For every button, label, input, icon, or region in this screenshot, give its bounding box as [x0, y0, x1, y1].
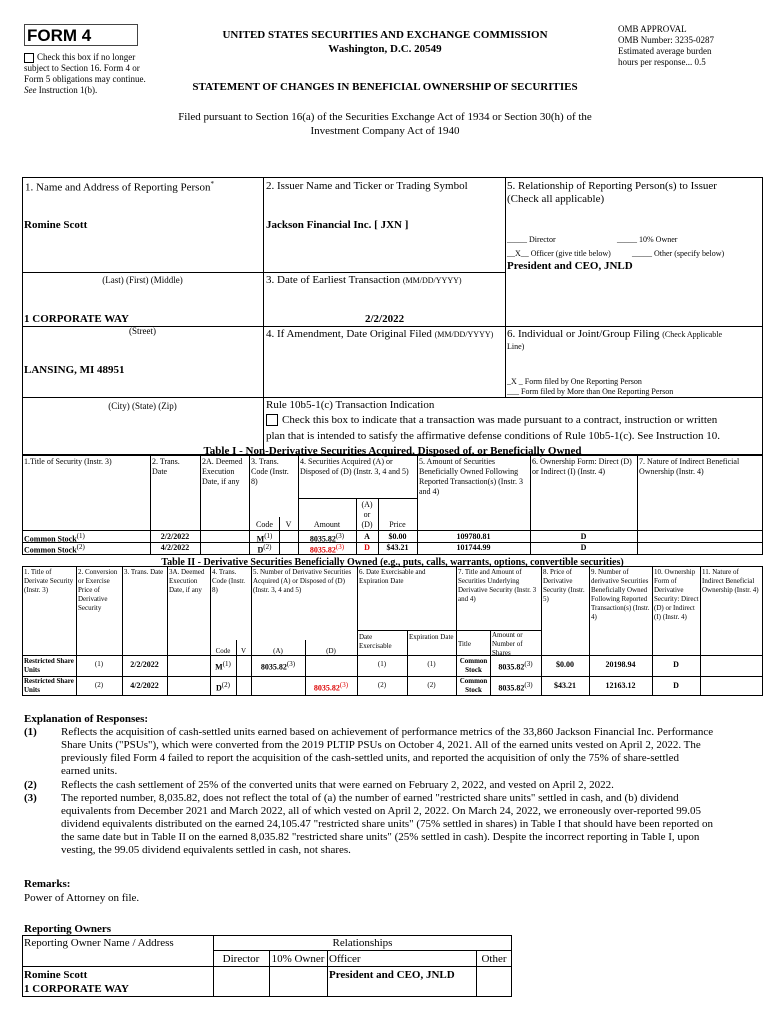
t1-r2-amount-sup: (3) — [335, 543, 345, 551]
table1-title: Table I - Non-Derivative Securities Acquired, Disposed of, or Beneficially Owned — [203, 445, 582, 457]
t2-row-2-utitle: Common Stock — [459, 677, 488, 694]
owners-v3 — [327, 950, 328, 997]
t2-h1 — [22, 655, 763, 656]
t1-r1-code-text: M — [256, 534, 265, 544]
t1-h3 — [298, 498, 417, 499]
t2-sub-exer: Date Exercisable — [359, 633, 392, 650]
reporting-person-name: Romine Scott — [24, 219, 88, 231]
rule10b-text-1-content: Check this box to indicate that a transaction was made pursuant to a contract, instruction or written — [282, 414, 718, 426]
owners-h2 — [22, 966, 512, 967]
section4-label — [266, 328, 493, 341]
t2-r2-uamt-sup: (3) — [524, 681, 533, 689]
divider-col-2 — [505, 177, 506, 397]
section6-label-small: (Check Applicable — [662, 330, 722, 339]
t2-row-2-date: 4/2/2022 — [130, 681, 159, 690]
t2-row-2-code — [210, 681, 236, 694]
t2-row-2-conv: (2) — [94, 681, 104, 689]
t2-r1-code-text: M — [215, 662, 223, 672]
t2-row-2-uamt — [490, 681, 541, 694]
omb-burden-2: hours per response... 0.5 — [618, 57, 706, 67]
t2-row-2-title: Restricted Share Units — [24, 677, 74, 694]
t2-h4-label: 4. Trans. Code (Instr. 8) — [212, 568, 246, 594]
form-label: FORM 4 — [27, 26, 92, 45]
ten-percent-option[interactable]: _____ 10% Owner — [617, 235, 678, 244]
divider-rule10b — [263, 397, 763, 398]
t2-r2-code-text: D — [216, 683, 222, 693]
section16-checkbox-label: Check this box if no longer subject to Section 16. Form 4 or Form 5 obligations may continue. — [24, 52, 146, 84]
filing-option-one[interactable]: _X _ Form filed by One Reporting Person — [507, 377, 642, 386]
t2-row-1-form: D — [673, 660, 679, 669]
t1-row-2-code — [250, 543, 279, 556]
section3-label-text: 3. Date of Earliest Transaction — [266, 274, 401, 286]
divider-sec3 — [263, 272, 505, 273]
explanation-num-3: (3) — [24, 792, 37, 804]
t1-h5-label: 5. Amount of Securities Beneficially Owned Following Reported Transaction(s) (Instr. 3 and 4) — [419, 457, 523, 496]
t2-row-2-exp: (2) — [427, 681, 436, 689]
agency-city: Washington, D.C. 20549 — [328, 43, 442, 55]
owners-title: Reporting Owners — [24, 923, 112, 935]
t1-h6-label: 6. Ownership Form: Direct (D) or Indirect (I) (Instr. 4) — [532, 457, 632, 476]
city-caption: (City) (State) (Zip) — [108, 401, 177, 411]
t2-row-1-code — [210, 660, 236, 673]
t2-sub-d: (D) — [326, 647, 336, 655]
t2-h6-label: 6. Date Exercisable and Expiration Date — [359, 568, 426, 585]
explanation-1-line-2: Share Units ("PSUs"), which were converted from the 2019 PLTIP PSUs on October 4, 2021. All of the earned units vested on April 2, 2022. The — [61, 739, 701, 751]
t1-row-2-title — [24, 543, 85, 556]
t1-row-1-form: D — [580, 532, 587, 541]
t2-h5-label: 5. Number of Derivative Securities Acquired (A) or Disposed of (D) (Instr. 3, 4 and 5) — [253, 568, 352, 594]
statement-title: STATEMENT OF CHANGES IN BENEFICIAL OWNERSHIP OF SECURITIES — [192, 81, 578, 93]
explanation-1-line-3: previously filed Form 4 failed to report the acquisition of the cash-settled units, and reported the acquisition of only the 75% of share-settled — [61, 752, 679, 764]
section3-label — [266, 274, 462, 287]
remarks-text: Power of Attorney on file. — [24, 892, 140, 904]
t1-h2-label: 2. Trans. Date — [152, 457, 180, 476]
t1-sub-aord: (A) or (D) — [361, 500, 373, 529]
section3-label-format: (MM/DD/YYYY) — [402, 276, 462, 285]
t2-row-1-title: Restricted Share Units — [24, 657, 74, 674]
t1-h2a-label: 2A. Deemed Execution Date, if any — [202, 457, 243, 486]
t1-row-2-aord: D — [364, 543, 370, 552]
t2-h3-label: 3. Trans. Date — [124, 568, 164, 576]
t2-h1-label: 1. Title of Derivate Security (Instr. 3) — [24, 568, 74, 594]
t2-r1-a-sup: (3) — [286, 660, 296, 668]
t2-r1-code-sup: (1) — [222, 660, 231, 668]
t1-row-2-price: $43.21 — [386, 543, 409, 552]
t2-row-1-uamt — [490, 660, 541, 673]
t2-row-1-a — [251, 660, 305, 673]
t1-row-2-form: D — [580, 543, 587, 552]
t2-h7-label: 7. Title and Amount of Securities Underlying Derivative Security (Instr. 3 and 4) — [458, 568, 537, 603]
t2-row-1-owned: 20198.94 — [605, 660, 636, 669]
street-caption: (Street) — [129, 326, 156, 336]
section6-label — [507, 328, 761, 341]
section2-label: 2. Issuer Name and Ticker or Trading Symbol — [266, 180, 468, 192]
owners-col-other: Other — [481, 953, 507, 965]
t2-h2 — [22, 676, 763, 677]
t1-sub-v: V — [285, 520, 292, 529]
t2-sub-amt: Amount or Number of Shares — [492, 631, 523, 657]
issuer-name: Jackson Financial Inc. [ JXN ] — [266, 219, 409, 231]
t2-sub-title: Title — [458, 640, 471, 648]
t1-r2-title-text: Common Stock — [24, 545, 77, 555]
other-option[interactable]: _____ Other (specify below) — [632, 249, 725, 258]
t2-h10-label: 10. Ownership Form of Derivative Security: Direct (D) or Indirect (I) (Instr. 4) — [654, 568, 699, 621]
t1-row-1-price: $0.00 — [388, 532, 407, 541]
rule10b-text-2: plan that is intended to satisfy the affirmative defense conditions of Rule 10b5-1(c). See Instruction 10. — [266, 430, 721, 442]
t1-row-1-owned: 109780.81 — [456, 532, 491, 541]
owners-col-name: Reporting Owner Name / Address — [24, 937, 174, 949]
owners-col-ten: 10% Owner — [271, 953, 325, 965]
section1-label — [25, 180, 214, 195]
explanation-3-line-5: vesting, the 99.05 dividend equivalents settled in cash, not shares. — [61, 844, 351, 856]
name-caption: (Last) (First) (Middle) — [102, 275, 183, 285]
omb-title: OMB APPROVAL — [618, 24, 687, 34]
omb-block — [618, 24, 758, 68]
t1-row-2-owned: 101744.99 — [456, 543, 491, 552]
t1-r2-title-sup: (2) — [76, 543, 85, 551]
divider-city — [22, 397, 263, 398]
divider-sec4 — [263, 326, 763, 327]
filed-pursuant-line-1: Filed pursuant to Section 16(a) of the Securities Exchange Act of 1934 or Section 30(h) of the — [178, 111, 592, 123]
section5-label: 5. Relationship of Reporting Person(s) to Issuer — [507, 180, 717, 192]
t2-r2-code-sup: (2) — [221, 681, 230, 689]
t2-h3a-label: 3A. Deemed Execution Date, if any — [169, 568, 205, 594]
t1-v2 — [200, 455, 201, 555]
section16-checkbox[interactable] — [24, 53, 34, 63]
section1-label-sup: * — [210, 180, 214, 188]
owner-address: 1 CORPORATE WAY — [24, 983, 129, 995]
t1-row-2-date: 4/2/2022 — [160, 543, 190, 552]
t1-sub-price: Price — [389, 520, 406, 529]
section6-label-text: 6. Individual or Joint/Group Filing — [507, 328, 660, 340]
owners-h1 — [213, 950, 512, 951]
t2-r2-d-sup: (3) — [339, 681, 349, 689]
instruction-text: Instruction 1(b). — [38, 85, 98, 95]
rule10b-label: Rule 10b5-1(c) Transaction Indication — [266, 399, 435, 411]
t2-sub-code: Code — [215, 647, 231, 655]
rule10b-checkbox[interactable] — [266, 414, 278, 426]
t1-h1 — [22, 530, 763, 531]
t2-sub-a: (A) — [273, 647, 283, 655]
omb-number: OMB Number: 3235-0287 — [618, 35, 714, 45]
see-text: See — [24, 85, 37, 95]
filed-pursuant-line-2: Investment Company Act of 1940 — [310, 125, 460, 137]
t2-h2-label: 2. Conversion or Exercise Price of Derivative Security — [78, 568, 118, 612]
owner-officer-value: President and CEO, JNLD — [329, 969, 455, 981]
section16-checkbox-block — [24, 52, 154, 96]
t2-row-2-d — [305, 681, 357, 694]
t2-row-1-exer: (1) — [377, 660, 387, 668]
t1-v10 — [637, 455, 638, 555]
section4-label-text: 4. If Amendment, Date Original Filed — [266, 328, 432, 340]
t2-h9-label: 9. Number of derivative Securities Beneficially Owned Following Reported Transaction(s) (Instr. 4) — [591, 568, 650, 621]
director-option[interactable]: _____ Director — [507, 235, 556, 244]
explanation-3-line-1: The reported number, 8,035.82, does not reflect the total of (a) the number of earned "restricted share units" settled in cash, and (b) dividend — [61, 792, 679, 804]
t2-h11-label: 11. Nature of Indirect Beneficial Ownership (Instr. 4) — [702, 568, 759, 594]
omb-burden-1: Estimated average burden — [618, 46, 712, 56]
officer-option[interactable]: __X__ Officer (give title below) — [507, 249, 611, 258]
t1-h4-label: 4. Securities Acquired (A) or Disposed of (D) (Instr. 3, 4 and 5) — [300, 457, 409, 476]
divider-name — [22, 272, 263, 273]
t2-r1-uamt-sup: (3) — [524, 660, 533, 668]
owner-name: Romine Scott — [24, 969, 88, 981]
explanation-3-line-4: the same date but in Table II on the earned 8,035.82 "restricted share units" (25% settled in cash). Despite the incorrect reporting in Table I, upon — [61, 831, 700, 843]
explanation-num-2: (2) — [24, 779, 37, 791]
t2-h8-label: 8. Price of Derivative Security (Instr. 5) — [543, 568, 585, 603]
t2-sub-exp: Expiration Date — [409, 633, 454, 641]
t2-row-2-exer: (2) — [377, 681, 387, 689]
explanation-3-line-2: equivalents from December 2021 and March 2022, all of which vested on April 2, 2022. On March 24, 2022, we erroneously over-reported 99.05 — [61, 805, 702, 817]
t2-sub-v: V — [240, 647, 247, 655]
t2-row-1-exp: (1) — [427, 660, 436, 668]
owners-col-director: Director — [222, 953, 260, 965]
explanation-title: Explanation of Responses: — [24, 713, 149, 725]
t2-r1-a-text: 8035.82 — [260, 662, 287, 672]
t1-r2-code-text: D — [257, 545, 264, 555]
reporting-person-street: 1 CORPORATE WAY — [24, 313, 129, 325]
t1-row-1-date: 2/2/2022 — [160, 532, 190, 541]
t1-row-2-amount — [298, 543, 356, 556]
t1-sub-amount: Amount — [313, 520, 341, 529]
explanation-1-line-1: Reflects the acquisition of cash-settled units earned based on achievement of performance metrics of the 33,860 Jackson Financial Inc. Performance — [61, 726, 714, 738]
rule10b-text-1 — [266, 414, 717, 427]
remarks-title: Remarks: — [24, 878, 71, 890]
t2-r1-uamt-text: 8035.82 — [498, 662, 525, 672]
reporting-person-city: LANSING, MI 48951 — [24, 364, 125, 376]
t2-row-1-date: 2/2/2022 — [130, 660, 159, 669]
filing-option-multiple[interactable]: ___ Form filed by More than One Reporting Person — [507, 387, 674, 396]
t2-r2-uamt-text: 8035.82 — [498, 683, 525, 693]
t1-h1-label: 1.Title of Security (Instr. 3) — [24, 457, 112, 466]
divider-col-1 — [263, 177, 264, 455]
t1-r2-amount-text: 8035.82 — [309, 545, 336, 555]
t2-row-1-conv: (1) — [94, 660, 104, 668]
t2-row-2-price: $43.21 — [554, 681, 576, 690]
form-label-box — [24, 24, 138, 46]
explanation-2-line-1: Reflects the cash settlement of 25% of the converted units that were earned on February 2, 2022, and vested on April 2, 2022. — [61, 779, 614, 791]
agency-title: UNITED STATES SECURITIES AND EXCHANGE COMMISSION — [222, 29, 548, 41]
t1-r1-title-sup: (1) — [76, 532, 85, 540]
section1-label-text: 1. Name and Address of Reporting Person — [25, 181, 211, 194]
t2-row-1-price: $0.00 — [556, 660, 574, 669]
explanation-1-line-4: earned units. — [61, 765, 118, 777]
t1-r2-code-sup: (2) — [263, 543, 272, 551]
t1-h7-label: 7. Nature of Indirect Beneficial Ownership (Instr. 4) — [639, 457, 740, 476]
t1-row-1-aord: A — [364, 532, 370, 541]
t1-h3-label: 3. Trans. Code (Instr. 8) — [251, 457, 289, 486]
table2-title: Table II - Derivative Securities Beneficially Owned (e.g., puts, calls, warrants, options, convertible securities) — [161, 557, 624, 568]
t1-r1-amount-text: 8035.82 — [309, 534, 336, 544]
section6-label-line: Line) — [507, 342, 525, 351]
t2-row-2-owned: 12163.12 — [605, 681, 636, 690]
t2-r2-d-text: 8035.82 — [313, 683, 340, 693]
owners-col-officer: Officer — [329, 953, 361, 965]
owners-col-relationships: Relationships — [332, 937, 393, 949]
earliest-transaction-date: 2/2/2022 — [365, 313, 405, 325]
t1-sub-code: Code — [256, 520, 273, 529]
t1-r1-code-sup: (1) — [264, 532, 273, 540]
explanation-3-line-3: dividend equivalents distributed on the earned 24,105.47 "restricted share units" (75% settled in shares) in Table I that should have been reported on — [61, 818, 713, 830]
officer-title: President and CEO, JNLD — [507, 260, 633, 272]
section5-label-2: (Check all applicable) — [507, 193, 605, 205]
t2-row-1-utitle: Common Stock — [459, 657, 488, 674]
section4-label-format: (MM/DD/YYYY) — [434, 330, 494, 339]
explanation-num-1: (1) — [24, 726, 37, 738]
t2-row-2-form: D — [673, 681, 679, 690]
t1-r1-title-text: Common Stock — [24, 534, 77, 544]
t1-r1-amount-sup: (3) — [335, 532, 345, 540]
